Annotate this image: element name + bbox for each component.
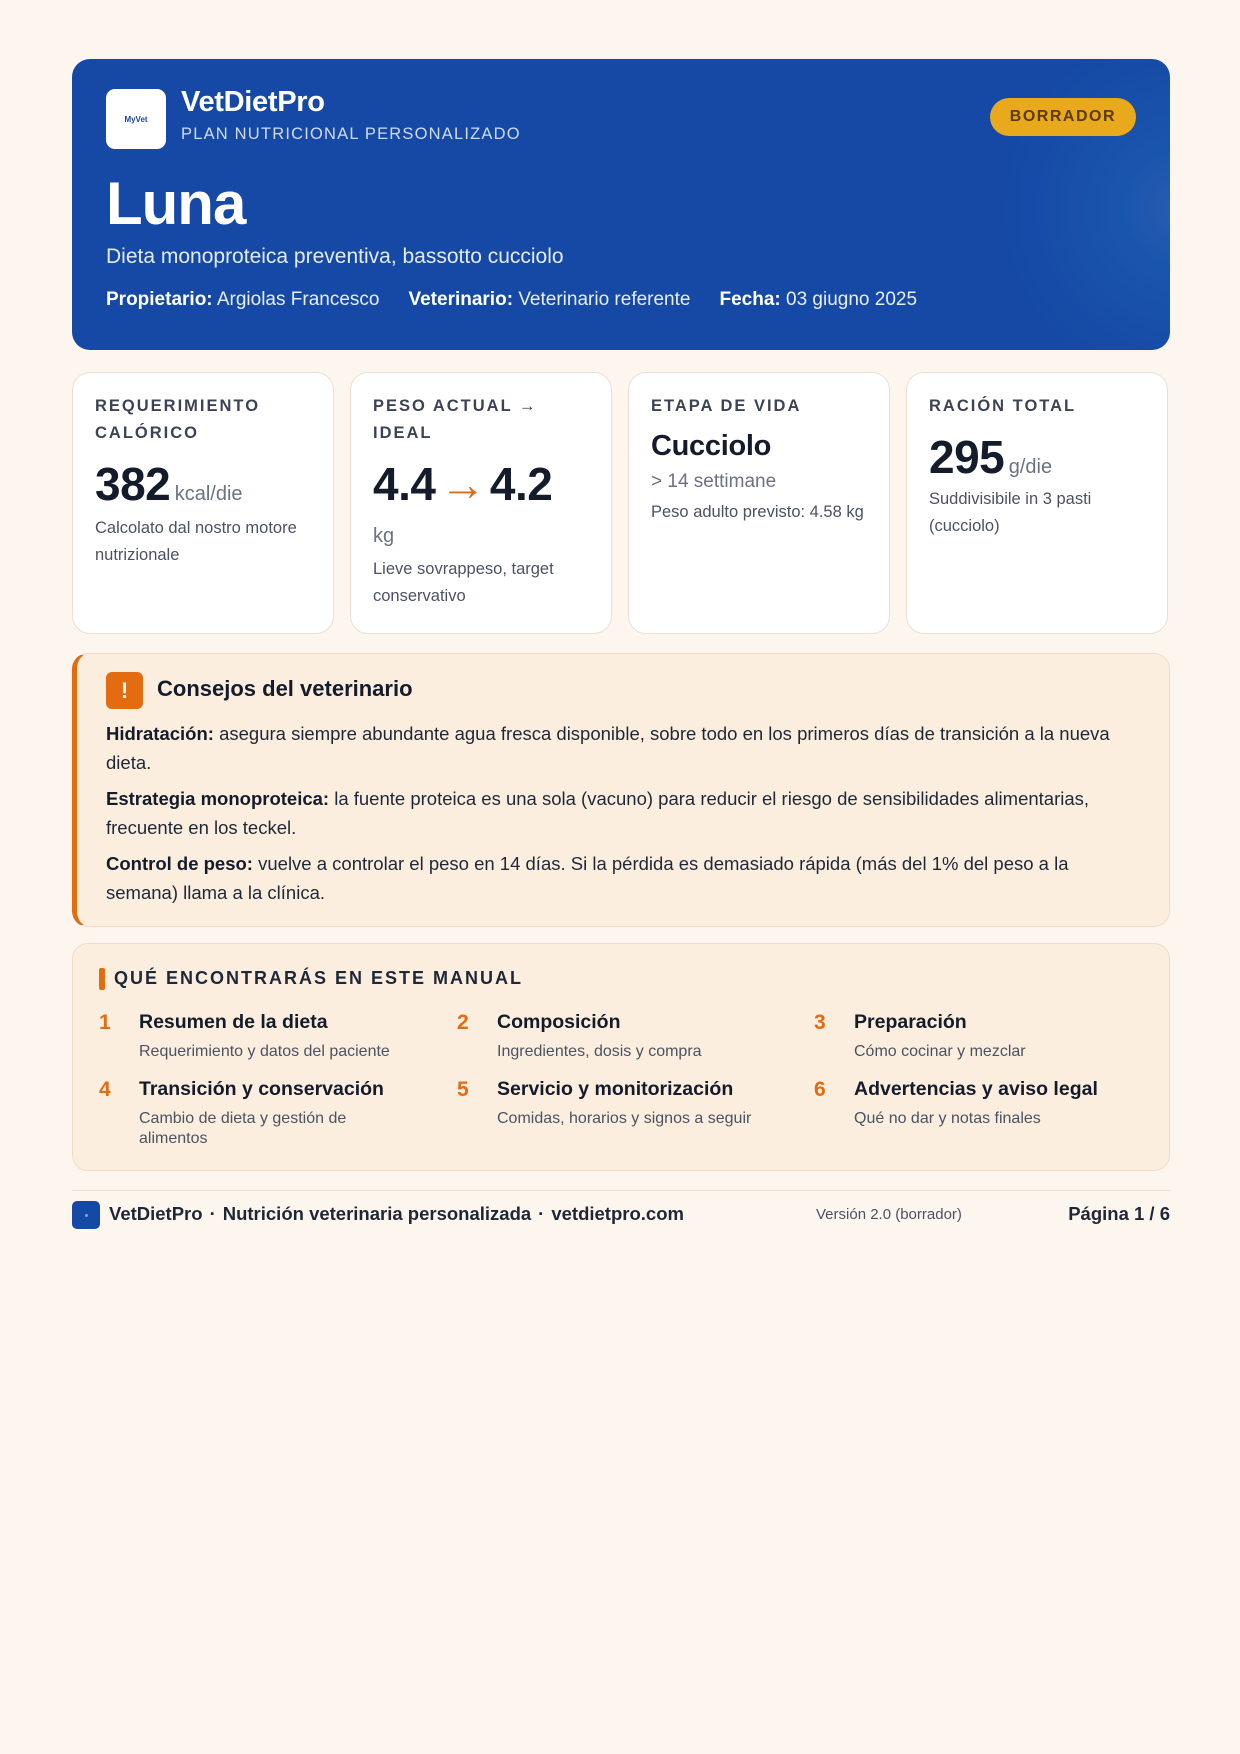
status-badge: BORRADOR <box>990 98 1136 136</box>
card-label: PESO ACTUAL → IDEAL <box>373 397 538 442</box>
toc-description: Cambio de dieta y gestión de alimentos <box>139 1110 347 1147</box>
date-value: 03 giugno 2025 <box>786 289 918 310</box>
toc-number: 3 <box>814 1011 826 1034</box>
advice-list <box>106 719 1136 914</box>
life-stage-age: > 14 settimane <box>651 471 777 492</box>
brand-logo <box>106 89 166 149</box>
advice-item <box>106 849 1136 907</box>
weight-value-row <box>373 457 589 511</box>
toc-title: Composición <box>497 1011 621 1033</box>
advice-item-text: la fuente proteica es una sola (vacuno) para reducir el riesgo de sensibilidades alimentarias, frecuente en los teckel. <box>106 788 1090 838</box>
card-label: REQUERIMIENTO CALÓRICO <box>95 397 261 442</box>
footer-url[interactable]: vetdietpro.com <box>551 1203 684 1224</box>
date-label: Fecha: <box>719 289 781 310</box>
section-accent-bar <box>99 968 105 990</box>
owner-label: Propietario: <box>106 289 213 310</box>
calorie-value: 382 <box>95 458 171 510</box>
card-label: ETAPA DE VIDA <box>651 397 802 415</box>
toc-description: Comidas, horarios y signos a seguir <box>497 1110 752 1127</box>
toc-description: Requerimiento y datos del paciente <box>139 1043 390 1060</box>
footer-tagline: Nutrición veterinaria personalizada <box>222 1203 532 1224</box>
calorie-card <box>72 372 334 634</box>
page-number: Página 1 / 6 <box>1068 1203 1170 1224</box>
vet-field <box>408 289 690 311</box>
vet-label: Veterinario: <box>408 289 514 310</box>
footer-brand: VetDietPro <box>109 1203 203 1224</box>
calorie-note: Calcolato dal nostro motore nutrizionale <box>95 519 297 564</box>
life-stage-card <box>628 372 890 634</box>
toc-description: Qué no dar y notas finales <box>854 1110 1041 1127</box>
vet-advice-box <box>72 653 1170 927</box>
brand-subtitle: PLAN NUTRICIONAL PERSONALIZADO <box>181 125 521 143</box>
toc-title: Resumen de la dieta <box>139 1011 328 1033</box>
ration-value: 295 <box>929 431 1005 483</box>
advice-item-label: Hidratación: <box>106 723 214 744</box>
vet-value: Veterinario referente <box>518 289 691 310</box>
advice-item-label: Estrategia monoproteica: <box>106 788 330 809</box>
toc-title: Transición y conservación <box>139 1078 384 1100</box>
advice-item-text: asegura siempre abundante agua fresca disponible, sobre todo en los primeros días de transición a la nueva dieta. <box>106 723 1110 773</box>
ration-value-row <box>929 430 1145 484</box>
toc-number: 1 <box>99 1011 111 1034</box>
manual-title: QUÉ ENCONTRARÁS EN ESTE MANUAL <box>114 968 524 988</box>
date-field <box>719 289 917 311</box>
footer-separator: · <box>538 1203 545 1224</box>
calorie-unit: kcal/die <box>174 483 243 505</box>
owner-field <box>106 289 379 311</box>
pet-name: Luna <box>106 170 246 237</box>
warning-icon: ! <box>106 672 143 709</box>
logo-text: MyVet <box>124 114 148 124</box>
ration-card <box>906 372 1168 634</box>
manual-contents <box>72 943 1170 1171</box>
toc-number: 4 <box>99 1078 111 1101</box>
plan-meta <box>106 289 917 311</box>
weight-card <box>350 372 612 634</box>
card-label: RACIÓN TOTAL <box>929 397 1077 415</box>
ration-unit: g/die <box>1008 456 1053 478</box>
advice-item-label: Control de peso: <box>106 853 253 874</box>
weight-unit: kg <box>373 525 395 547</box>
arrow-right-icon: → <box>439 458 486 510</box>
toc-title: Advertencias y aviso legal <box>854 1078 1098 1100</box>
footer-brand-line <box>109 1203 684 1225</box>
life-stage-note: Peso adulto previsto: 4.58 kg <box>651 503 864 521</box>
calorie-value-row <box>95 457 311 511</box>
weight-note: Lieve sovrappeso, target conservativo <box>373 560 554 605</box>
ration-note: Suddivisibile in 3 pasti (cucciolo) <box>929 490 1092 535</box>
toc-number: 2 <box>457 1011 469 1034</box>
toc-number: 6 <box>814 1078 826 1101</box>
toc-number: 5 <box>457 1078 469 1101</box>
life-stage-value: Cucciolo <box>651 430 772 462</box>
toc-description: Cómo cocinar y mezclar <box>854 1043 1026 1060</box>
footer-divider <box>72 1190 1170 1191</box>
owner-value: Argiolas Francesco <box>216 289 380 310</box>
current-weight: 4.4 <box>373 458 436 510</box>
brand-name: VetDietPro <box>181 86 325 118</box>
toc-title: Servicio y monitorización <box>497 1078 734 1100</box>
advice-item-text: vuelve a controlar el peso en 14 días. Si la pérdida es demasiado rápida (más del 1% del peso a la semana) llama a la clínica. <box>106 853 1069 903</box>
footer-version: Versión 2.0 (borrador) <box>816 1206 962 1223</box>
ideal-weight: 4.2 <box>489 458 553 510</box>
advice-title: Consejos del veterinario <box>157 676 413 701</box>
advice-item <box>106 784 1136 842</box>
toc-description: Ingredientes, dosis y compra <box>497 1043 702 1060</box>
footer-logo-icon <box>72 1201 100 1229</box>
toc-title: Preparación <box>854 1011 967 1033</box>
footer-separator: · <box>209 1203 216 1224</box>
plan-header <box>72 59 1170 350</box>
plan-subtitle: Dieta monoproteica preventiva, bassotto cucciolo <box>106 245 564 268</box>
advice-item <box>106 719 1136 777</box>
